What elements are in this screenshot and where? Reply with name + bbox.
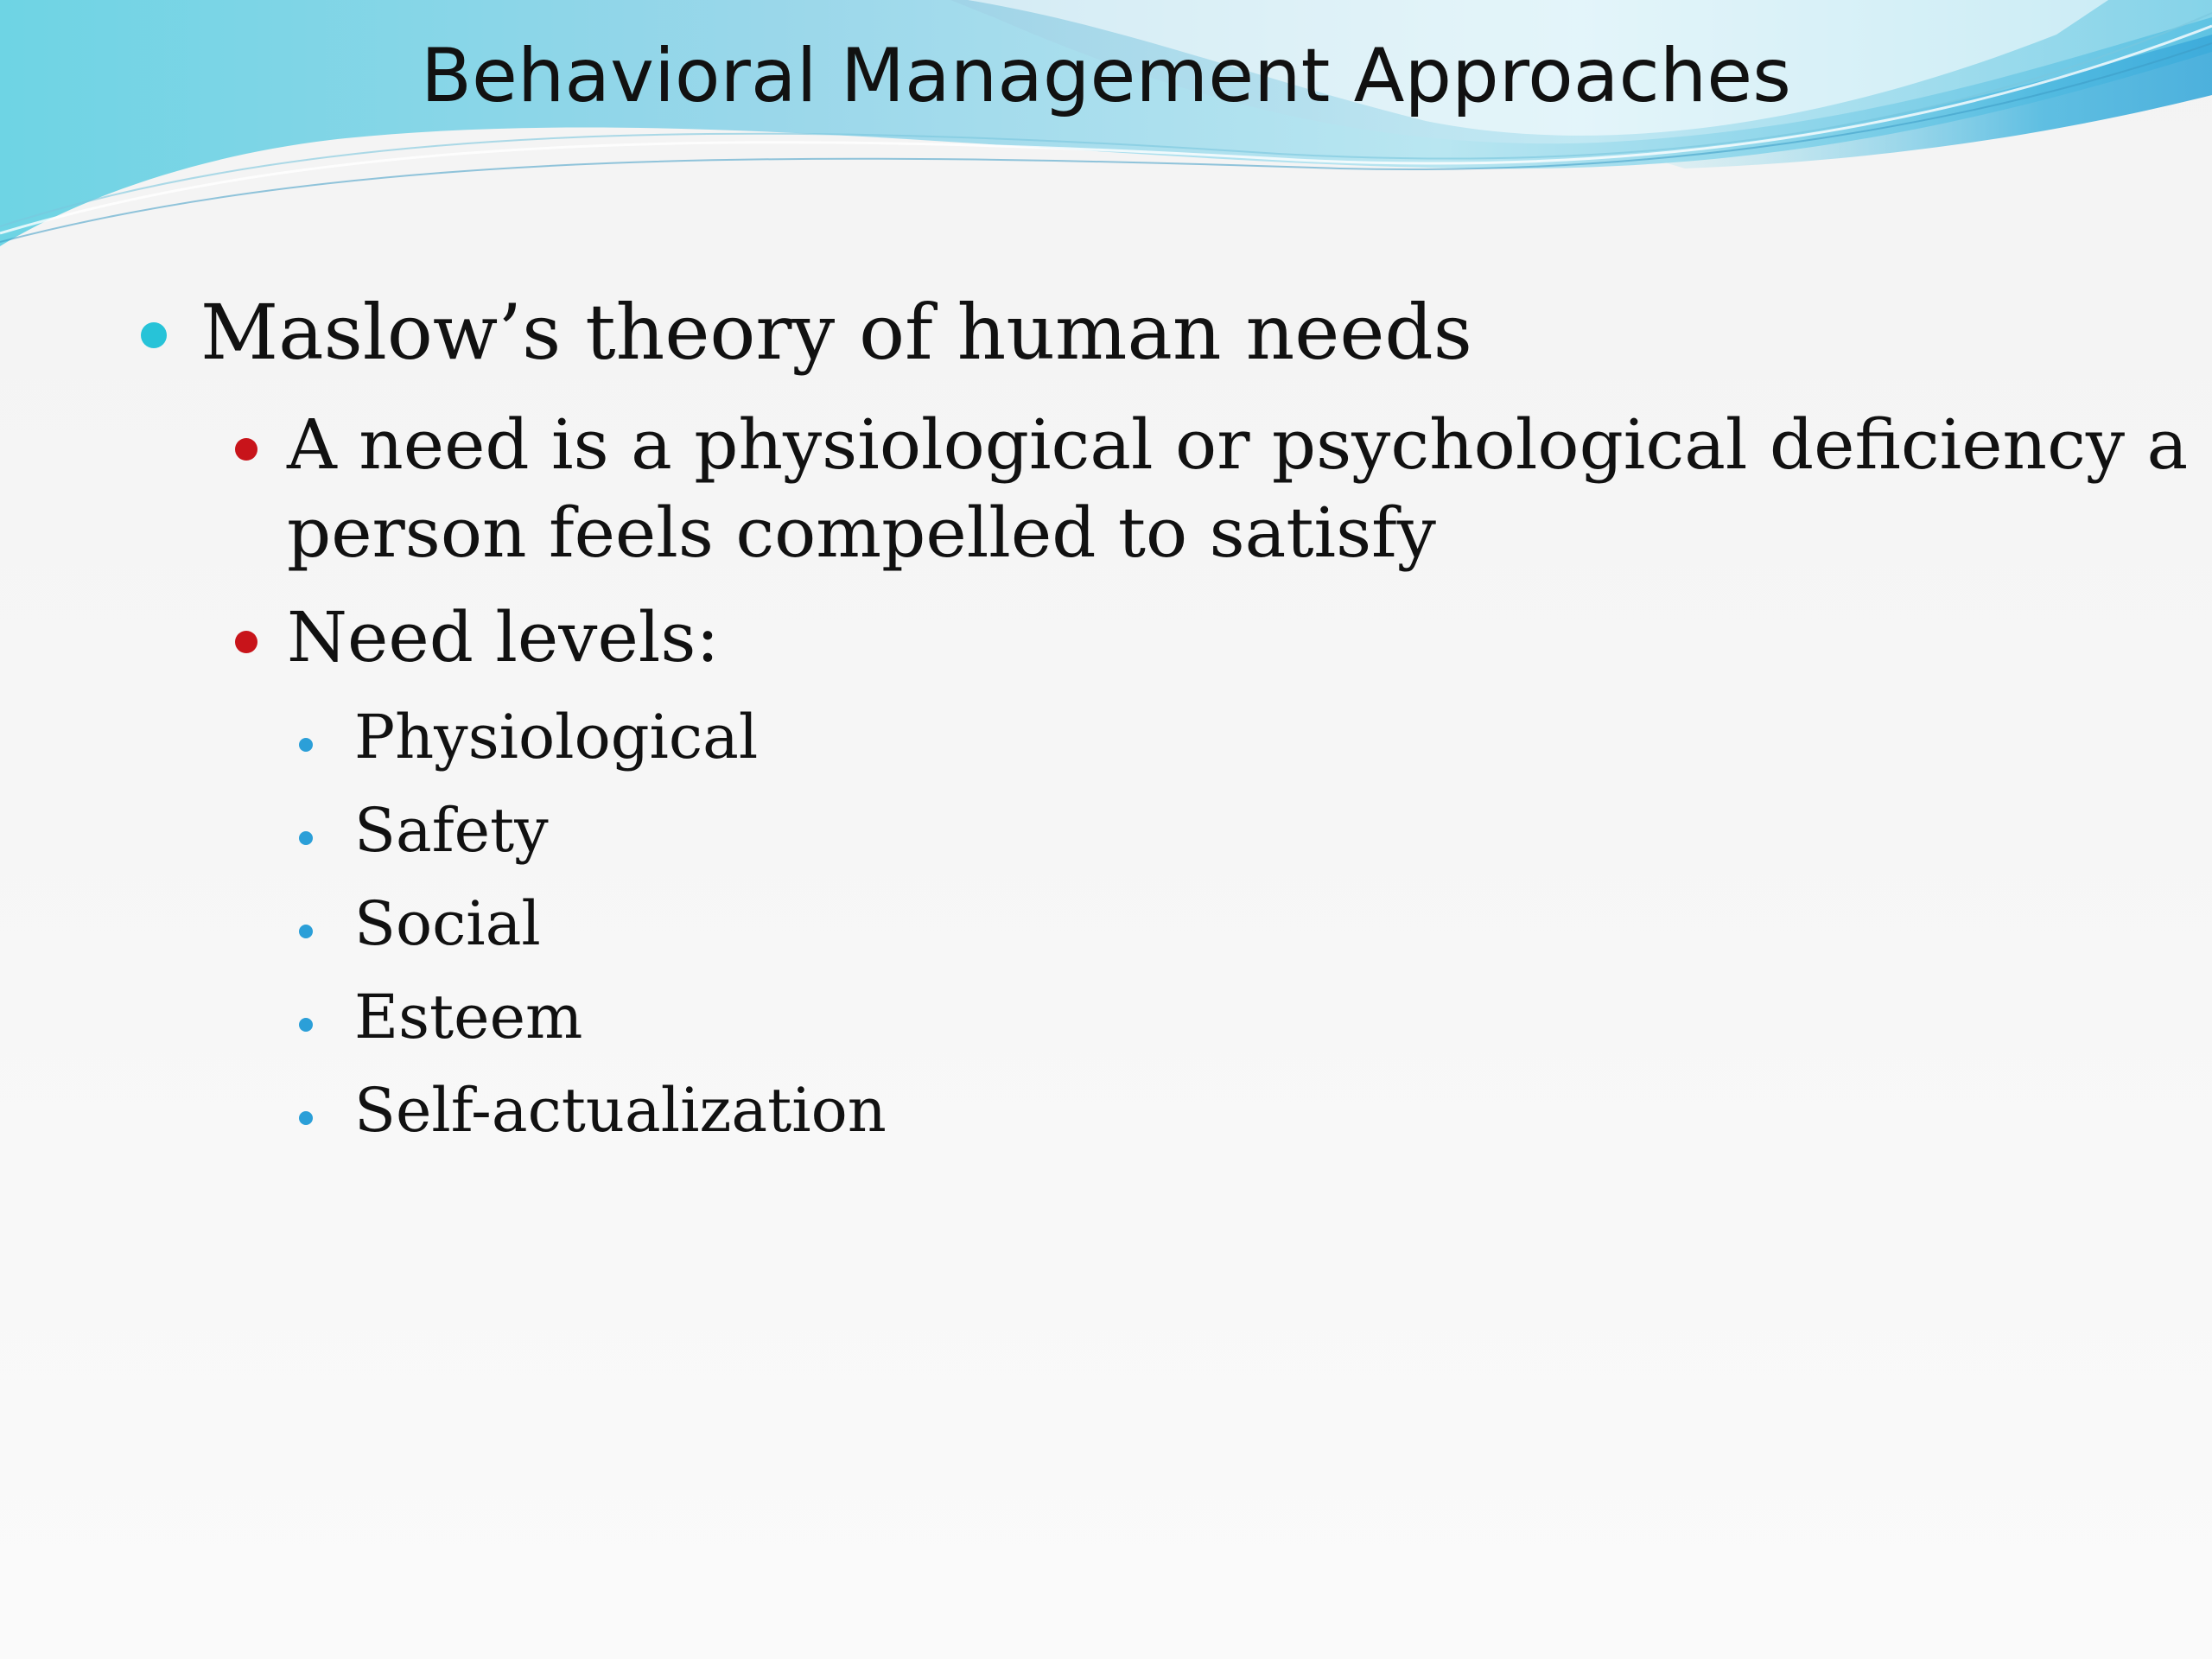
bullet-text-level2-continued: person feels compelled to satisfy [287,493,1436,573]
bullet-text-level2: A need is a physiological or psychological deficiency a [287,404,2189,485]
bullet-text-level1: Maslow’s theory of human needs [200,288,1472,377]
bullet-dot-icon [299,738,313,752]
list-item-need-level: Physiological [354,702,759,772]
bullet-dot-icon [235,438,257,461]
slide-title: Behavioral Management Approaches [421,33,1791,119]
bullet-dot-icon [299,1111,313,1125]
bullet-dot-icon [299,831,313,845]
list-item-need-level: Safety [354,795,549,866]
bullet-dot-icon [299,925,313,938]
list-item-need-level: Social [354,888,541,959]
bullet-dot-icon [141,322,167,348]
bullet-dot-icon [235,631,257,653]
bullet-text-level2: Need levels: [287,597,720,677]
list-item-need-level: Self-actualization [354,1075,887,1146]
list-item-need-level: Esteem [354,982,583,1052]
bullet-dot-icon [299,1018,313,1032]
